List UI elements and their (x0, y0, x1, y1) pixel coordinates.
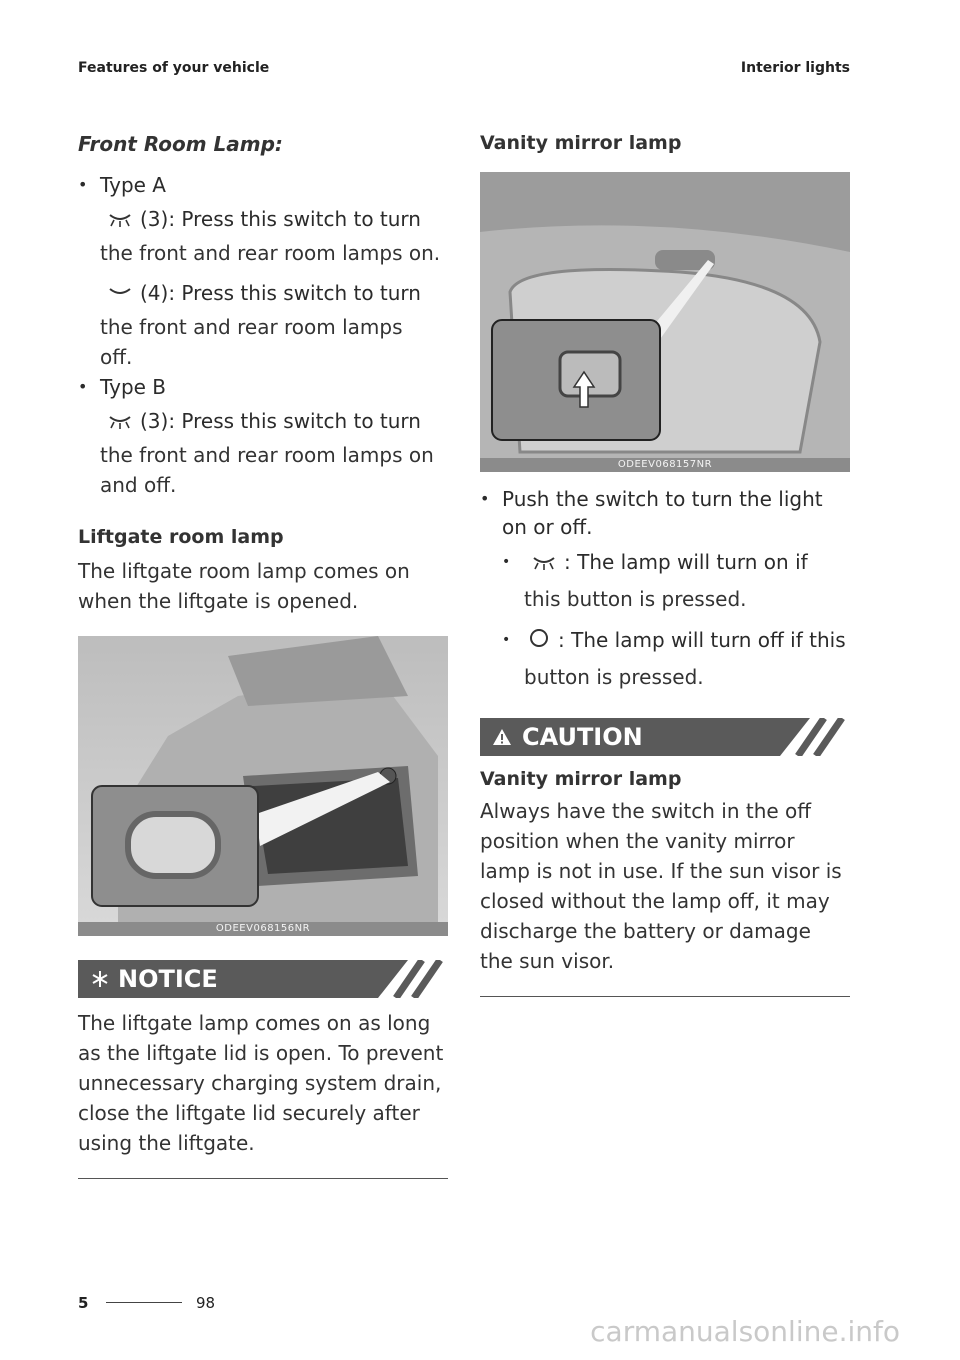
lamp-on-icon (100, 208, 140, 230)
caution-subtitle: Vanity mirror lamp (480, 768, 682, 790)
watermark: carmanualsonline.info (590, 1315, 900, 1348)
right-column (480, 132, 850, 997)
type-b-label: • Type B (78, 372, 448, 402)
notice-banner (78, 960, 448, 998)
vanity-illustration (480, 172, 850, 472)
footer-line (106, 1302, 182, 1303)
type-b-line: (3): Press this switch to turn (78, 402, 448, 440)
type-a-label: • Type A (78, 170, 448, 200)
type-a-on-line: (3): Press this switch to turn (78, 200, 448, 238)
liftgate-title: Liftgate room lamp (78, 526, 284, 548)
circle-off-icon (524, 627, 558, 653)
notice-rule (78, 1178, 448, 1179)
lamp-on-icon (100, 410, 140, 432)
vanity-push-item: • Push the switch to turn the light on or off. (480, 484, 850, 540)
page-number: 98 (196, 1294, 216, 1312)
caution-body: Always have the switch in the off position when the vanity mirror lamp is not in use. If the sun visor is closed without the lamp off, it may discharge the battery or damage the sun visor. (480, 799, 842, 973)
liftgate-illustration (78, 636, 448, 936)
notice-label: NOTICE (118, 965, 218, 993)
lamp-on-icon (524, 551, 564, 573)
figure-caption: ODEEV068156NR (78, 922, 448, 936)
notice-body: The liftgate lamp comes on as long as the liftgate lid is open. To prevent unnecessary charging system drain, close the liftgate lid securely after using the liftgate. (78, 1011, 444, 1155)
topic-header: Interior lights (740, 60, 850, 76)
vanity-title: Vanity mirror lamp (480, 132, 682, 154)
vanity-on-item: • : The lamp will turn on if (502, 550, 808, 574)
section-number: 5 (78, 1294, 89, 1312)
section-header: Features of your vehicle (78, 60, 270, 76)
vanity-sub-list: • : The lamp will turn on if this button is pressed. • : The lamp will turn off if this button is pressed. (480, 540, 850, 692)
vanity-figure (480, 172, 850, 472)
lamp-off-icon (100, 282, 140, 304)
vanity-off-item: • : The lamp will turn off if this (502, 628, 846, 652)
left-column: Front Room Lamp: • Type A (3): Press this switch to turn the front and rear room lamps on. (4): Press this switch to turn the front and rear room lamps off. • Type B (3): Press this switch to turn the front and rear room lamps on and off. Liftgate room lamp The liftgate room lamp comes on when the liftgate is opened. ODEEV068156NR NOTICE The liftgate lamp comes on as long as the liftgate lid is open. To prevent unnecessary charging system drain, close the liftgate lid securely after using the liftgate. (78, 132, 448, 1179)
banner-slashes (378, 960, 448, 998)
type-a-off-line: (4): Press this switch to turn (78, 274, 448, 312)
caution-rule (480, 996, 850, 997)
banner-slashes (780, 718, 850, 756)
asterisk-icon (86, 965, 114, 993)
front-room-lamp-title: Front Room Lamp: (78, 132, 283, 156)
liftgate-figure (78, 636, 448, 936)
warning-icon (488, 723, 516, 751)
figure-caption: ODEEV068157NR (480, 458, 850, 472)
caution-label: CAUTION (522, 723, 643, 751)
caution-banner (480, 718, 850, 756)
